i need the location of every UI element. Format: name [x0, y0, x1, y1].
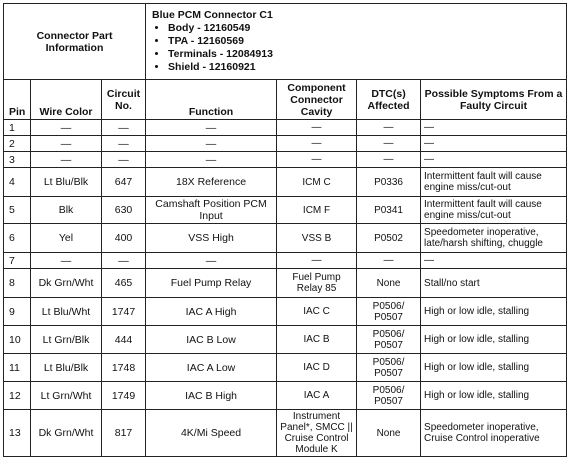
- table-row: [4, 224, 567, 253]
- part-body: • Body - 12160549: [168, 22, 560, 35]
- wire-color-cell: Lt Blu/Blk: [31, 354, 102, 382]
- connector-table-container: [3, 3, 566, 467]
- pin-cell: 7: [4, 253, 31, 269]
- symptoms-cell: —: [421, 120, 567, 136]
- wire-color-cell: —: [31, 120, 102, 136]
- dtc-cell: P0506/ P0507: [357, 354, 421, 382]
- table-row: [4, 269, 567, 298]
- table-row: [4, 197, 567, 224]
- wire-color-cell: Lt Blu/Blk: [31, 168, 102, 197]
- symptoms-cell: High or low idle, stalling: [421, 354, 567, 382]
- connector-part-list: [152, 22, 560, 74]
- circuit-cell: 444: [102, 326, 146, 354]
- wire-color-cell: Lt Grn/Wht: [31, 382, 102, 410]
- symptoms-cell: Speedometer inoperative, Cruise Control inoperative: [421, 410, 567, 457]
- col-header-symptoms: Possible Symptoms From a Faulty Circuit: [421, 80, 567, 120]
- pin-cell: 13: [4, 410, 31, 457]
- dtc-cell: —: [357, 136, 421, 152]
- cavity-cell: Fuel Pump Relay 85: [277, 269, 357, 298]
- dtc-cell: —: [357, 253, 421, 269]
- circuit-cell: —: [102, 253, 146, 269]
- cavity-cell: —: [277, 136, 357, 152]
- circuit-cell: 817: [102, 410, 146, 457]
- circuit-cell: —: [102, 152, 146, 168]
- wire-color-cell: Blk: [31, 197, 102, 224]
- dtc-cell: —: [357, 120, 421, 136]
- function-cell: Camshaft Position PCM Input: [146, 197, 277, 224]
- table-row: [4, 326, 567, 354]
- function-cell: VSS High: [146, 224, 277, 253]
- symptoms-cell: Intermittent fault will cause engine miss/cut-out: [421, 168, 567, 197]
- connector-part-info: [146, 4, 567, 80]
- col-header-dtc: DTC(s) Affected: [357, 80, 421, 120]
- function-cell: IAC B High: [146, 382, 277, 410]
- circuit-cell: 647: [102, 168, 146, 197]
- pin-cell: 3: [4, 152, 31, 168]
- table-row: [4, 152, 567, 168]
- circuit-cell: 630: [102, 197, 146, 224]
- cavity-cell: —: [277, 120, 357, 136]
- circuit-cell: 1747: [102, 298, 146, 326]
- function-cell: IAC B Low: [146, 326, 277, 354]
- symptoms-cell: High or low idle, stalling: [421, 298, 567, 326]
- wire-color-cell: Lt Grn/Blk: [31, 326, 102, 354]
- pin-cell: 10: [4, 326, 31, 354]
- dtc-cell: P0502: [357, 224, 421, 253]
- function-cell: —: [146, 152, 277, 168]
- wire-color-cell: Yel: [31, 224, 102, 253]
- pin-cell: 2: [4, 136, 31, 152]
- table-row: [4, 253, 567, 269]
- col-header-pin: Pin: [4, 80, 31, 120]
- symptoms-cell: —: [421, 152, 567, 168]
- part-shield: • Shield - 12160921: [168, 61, 560, 74]
- connector-table: [3, 3, 567, 457]
- function-cell: —: [146, 120, 277, 136]
- table-row: [4, 120, 567, 136]
- table-row: [4, 136, 567, 152]
- wire-color-cell: —: [31, 152, 102, 168]
- cavity-cell: IAC D: [277, 354, 357, 382]
- symptoms-cell: —: [421, 136, 567, 152]
- circuit-cell: 400: [102, 224, 146, 253]
- connector-info-row: [4, 4, 567, 80]
- dtc-cell: P0506/ P0507: [357, 326, 421, 354]
- circuit-cell: 465: [102, 269, 146, 298]
- part-tpa: • TPA - 12160569: [168, 35, 560, 48]
- circuit-cell: 1749: [102, 382, 146, 410]
- col-header-wire-color: Wire Color: [31, 80, 102, 120]
- pin-cell: 8: [4, 269, 31, 298]
- col-header-function: Function: [146, 80, 277, 120]
- dtc-cell: P0336: [357, 168, 421, 197]
- symptoms-cell: —: [421, 253, 567, 269]
- dtc-cell: None: [357, 410, 421, 457]
- cavity-cell: VSS B: [277, 224, 357, 253]
- table-row: [4, 354, 567, 382]
- circuit-cell: —: [102, 136, 146, 152]
- pin-cell: 5: [4, 197, 31, 224]
- function-cell: —: [146, 253, 277, 269]
- symptoms-cell: Intermittent fault will cause engine miss/cut-out: [421, 197, 567, 224]
- function-cell: IAC A Low: [146, 354, 277, 382]
- table-row: [4, 168, 567, 197]
- function-cell: 18X Reference: [146, 168, 277, 197]
- cavity-cell: ICM F: [277, 197, 357, 224]
- dtc-cell: P0341: [357, 197, 421, 224]
- connector-title: Blue PCM Connector C1: [152, 9, 273, 21]
- cavity-cell: IAC C: [277, 298, 357, 326]
- wire-color-cell: Dk Grn/Wht: [31, 410, 102, 457]
- pin-cell: 1: [4, 120, 31, 136]
- function-cell: IAC A High: [146, 298, 277, 326]
- table-row: [4, 382, 567, 410]
- wire-color-cell: Lt Blu/Wht: [31, 298, 102, 326]
- cavity-cell: IAC B: [277, 326, 357, 354]
- wire-color-cell: —: [31, 136, 102, 152]
- pin-cell: 11: [4, 354, 31, 382]
- col-header-circuit: Circuit No.: [102, 80, 146, 120]
- table-row: [4, 298, 567, 326]
- dtc-cell: —: [357, 152, 421, 168]
- connector-part-info-label: Connector Part Information: [4, 4, 146, 80]
- dtc-cell: None: [357, 269, 421, 298]
- function-cell: 4K/Mi Speed: [146, 410, 277, 457]
- symptoms-cell: Stall/no start: [421, 269, 567, 298]
- pin-cell: 4: [4, 168, 31, 197]
- cavity-cell: —: [277, 152, 357, 168]
- col-header-cavity: Component Connector Cavity: [277, 80, 357, 120]
- function-cell: Fuel Pump Relay: [146, 269, 277, 298]
- symptoms-cell: High or low idle, stalling: [421, 382, 567, 410]
- column-header-row: [4, 80, 567, 120]
- symptoms-cell: High or low idle, stalling: [421, 326, 567, 354]
- cavity-cell: ICM C: [277, 168, 357, 197]
- cavity-cell: Instrument Panel*, SMCC || Cruise Control Module K: [277, 410, 357, 457]
- dtc-cell: P0506/ P0507: [357, 382, 421, 410]
- dtc-cell: P0506/ P0507: [357, 298, 421, 326]
- cavity-cell: IAC A: [277, 382, 357, 410]
- cavity-cell: —: [277, 253, 357, 269]
- circuit-cell: 1748: [102, 354, 146, 382]
- pin-cell: 12: [4, 382, 31, 410]
- pin-cell: 6: [4, 224, 31, 253]
- table-body: [4, 120, 567, 457]
- wire-color-cell: —: [31, 253, 102, 269]
- pin-cell: 9: [4, 298, 31, 326]
- circuit-cell: —: [102, 120, 146, 136]
- part-terminals: • Terminals - 12084913: [168, 48, 560, 61]
- wire-color-cell: Dk Grn/Wht: [31, 269, 102, 298]
- symptoms-cell: Speedometer inoperative, late/harsh shifting, chuggle: [421, 224, 567, 253]
- table-row: [4, 410, 567, 457]
- function-cell: —: [146, 136, 277, 152]
